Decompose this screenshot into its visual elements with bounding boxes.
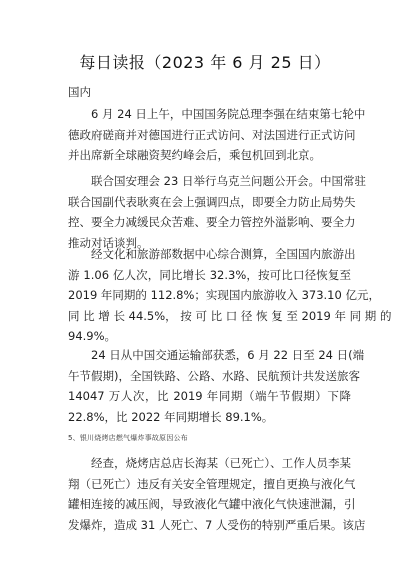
paragraph-line: 联合国安理会 23 日举行乌克兰问题公开会。中国常驻 bbox=[91, 174, 366, 188]
paragraph-line: 6 月 24 日上午，中国国务院总理李强在结束第七轮中 bbox=[91, 107, 366, 121]
paragraph-yinchuan-explosion bbox=[68, 453, 366, 535]
paragraph-line: 控、要全力减缓民众苦难、要全力管控外溢影响、要全力 bbox=[68, 215, 356, 229]
paragraph-line: 94.9%。 bbox=[68, 329, 117, 343]
paragraph-line: 午节假期)，全国铁路、公路、水路、民航预计共发送旅客 bbox=[68, 368, 360, 383]
sub-heading: 5、银川烧烤店燃气爆炸事故原因公布 bbox=[68, 434, 188, 442]
paragraph-line: 游 1.06 亿人次，同比增长 32.3%，按可比口径恢复至 bbox=[68, 267, 351, 282]
paragraph-line: 2019 年同期的 112.8%；实现国内旅游收入 373.10 亿元， bbox=[68, 288, 380, 302]
paragraph-line: 22.8%，比 2022 年同期增长 89.1%。 bbox=[68, 409, 274, 424]
paragraph-premier-visit bbox=[68, 104, 366, 166]
paragraph-line: 翔（已死亡）违反有关安全管理规定，擅自更换与液化气 bbox=[68, 476, 356, 491]
paragraph-tourism-statistics bbox=[68, 244, 392, 347]
paragraph-line: 德政府磋商并对德国进行正式访问、对法国进行正式访问 bbox=[68, 127, 356, 142]
paragraph-line: 14047 万人次，比 2019 年同期（端午节假期）下降 bbox=[68, 389, 351, 403]
page-title: 每日读报（2023 年 6 月 25 日） bbox=[79, 53, 331, 72]
paragraph-line: 联合国副代表耿爽在会上强调四点，即要全力防止局势失 bbox=[68, 194, 356, 209]
paragraph-transport-statistics bbox=[68, 345, 365, 427]
section-label: 国内 bbox=[68, 85, 91, 99]
paragraph-line: 发爆炸，造成 31 人死亡、7 人受伤的特别严重后果。该店 bbox=[68, 517, 366, 532]
paragraph-line: 同 比 增 长 44.5%， 按 可 比 口 径 恢 复 至 2019 年 同 期 的 bbox=[68, 308, 392, 323]
paragraph-line: 罐相连接的减压阀，导致液化气罐中液化气快速泄漏，引 bbox=[68, 497, 356, 511]
paragraph-un-security-council bbox=[68, 171, 366, 253]
paragraph-line: 24 日从中国交通运输部获悉，6 月 22 日至 24 日(端 bbox=[91, 348, 365, 362]
paragraph-line: 并出席新全球融资契约峰会后，乘包机回到北京。 bbox=[68, 148, 321, 162]
paragraph-line: 经查，烧烤店总店长海某（已死亡）、工作人员李某 bbox=[91, 456, 351, 470]
paragraph-line: 推动对话谈判。 bbox=[68, 235, 149, 250]
paragraph-line: 经文化和旅游部数据中心综合测算，全国国内旅游出 bbox=[91, 247, 356, 261]
